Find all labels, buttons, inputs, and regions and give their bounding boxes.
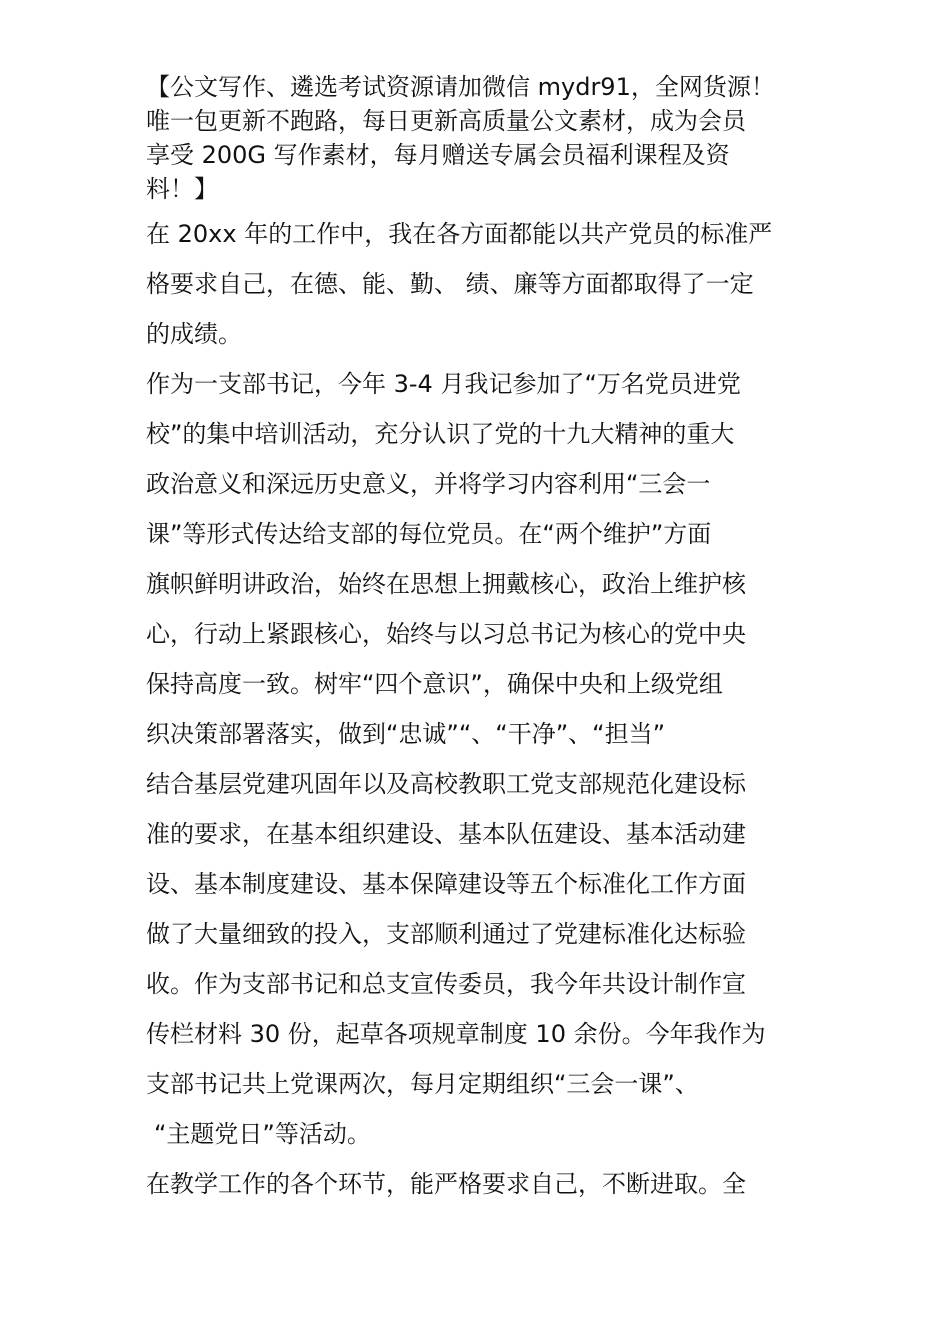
text-line: 保持高度一致。树牢“四个意识”，确保中央和上级党组 [146, 670, 723, 698]
text-line: 的成绩。 [146, 320, 242, 348]
paragraph-teaching [146, 1159, 846, 1209]
text-line: 课”等形式传达给支部的每位党员。在“两个维护”方面 [146, 520, 712, 548]
promo-line: 享受 200G 写作素材，每月赠送专属会员福利课程及资 [146, 141, 730, 169]
promo-line: 料！】 [146, 175, 218, 203]
text-line: 准的要求，在基本组织建设、基本队伍建设、基本活动建 [146, 820, 746, 848]
text-line: 作为一支部书记，今年 3-4 月我记参加了“万名党员进党 [146, 370, 741, 398]
promo-notice [146, 70, 846, 206]
paragraph-party-work [146, 359, 846, 1159]
text-line: 在教学工作的各个环节，能严格要求自己，不断进取。全 [146, 1170, 746, 1198]
promo-line: 唯一包更新不跑路，每日更新高质量公文素材，成为会员 [146, 107, 746, 135]
text-line: 织决策部署落实，做到“忠诚”“、“干净”、“担当” [146, 720, 666, 748]
text-line: 旗帜鲜明讲政治，始终在思想上拥戴核心，政治上维护核 [146, 570, 746, 598]
promo-line: 【公文写作、遴选考试资源请加微信 mydr91，全网货源！ [146, 73, 775, 101]
text-line: 设、基本制度建设、基本保障建设等五个标准化工作方面 [146, 870, 746, 898]
text-line: 心，行动上紧跟核心，始终与以习总书记为核心的党中央 [146, 620, 746, 648]
text-line: 结合基层党建巩固年以及高校教职工党支部规范化建设标 [146, 770, 746, 798]
text-line: 做了大量细致的投入，支部顺利通过了党建标准化达标验 [146, 920, 746, 948]
text-line: 格要求自己，在德、能、勤、 绩、廉等方面都取得了一定 [146, 270, 754, 298]
text-line: “主题党日”等活动。 [154, 1120, 371, 1148]
text-line: 在 20xx 年的工作中，我在各方面都能以共产党员的标准严 [146, 220, 773, 248]
text-line: 传栏材料 30 份，起草各项规章制度 10 余份。今年我作为 [146, 1020, 766, 1048]
document-body [146, 209, 846, 1209]
text-line: 支部书记共上党课两次，每月定期组织“三会一课”、 [146, 1070, 699, 1098]
text-line: 收。作为支部书记和总支宣传委员，我今年共设计制作宣 [146, 970, 746, 998]
text-line: 政治意义和深远历史意义，并将学习内容利用“三会一 [146, 470, 711, 498]
paragraph-intro [146, 209, 846, 359]
text-line: 校”的集中培训活动，充分认识了党的十九大精神的重大 [146, 420, 735, 448]
